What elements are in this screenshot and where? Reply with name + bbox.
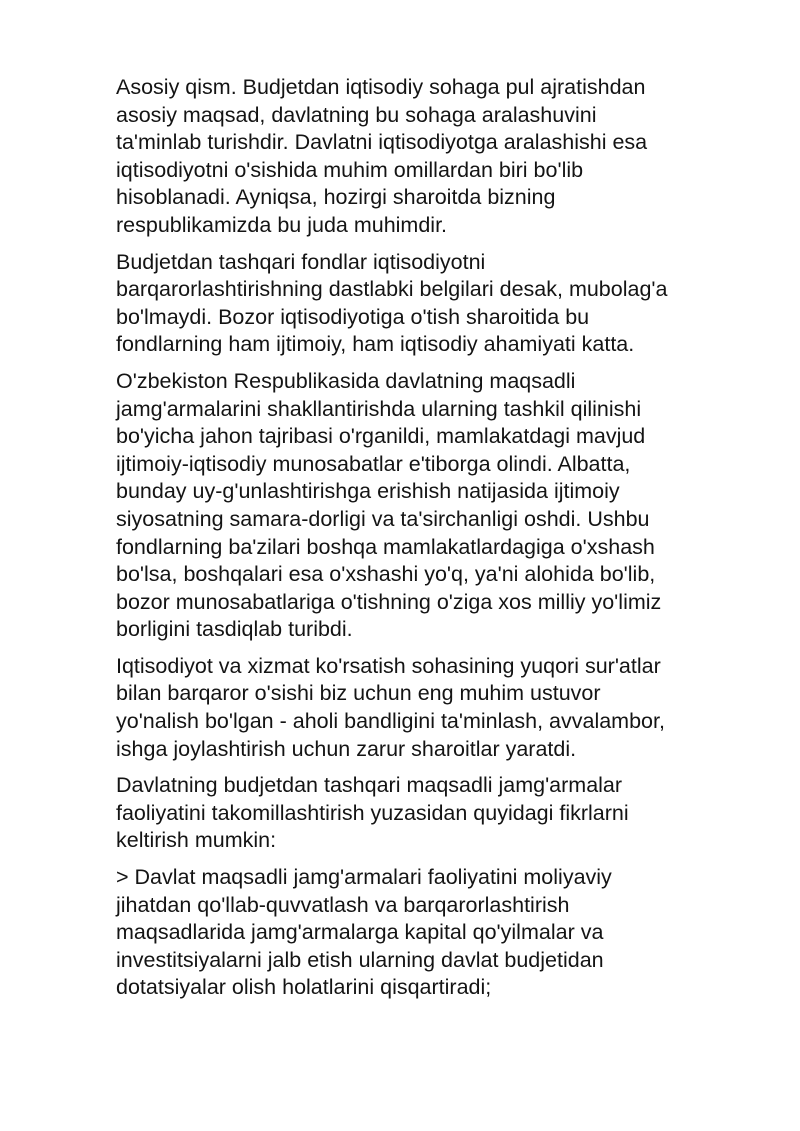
paragraph-extra-budget-funds: Budjetdan tashqari fondlar iqtisodiyotni barqarorlashtirishning dastlabki belgilari desak, mubolag'a bo'lmaydi. Bozor iqtisodiyotiga o'tish sharoitida bu fondlarning ham ijtimoiy, ham iqtisodiy ahamiyati katta. — [116, 249, 668, 357]
paragraph-improvement-intro: Davlatning budjetdan tashqari maqsadli jamg'armalar faoliyatini takomillashtirish yuzasidan quyidagi fikrlarni keltirish mumkin: — [116, 773, 629, 853]
paragraph-economy-growth: Iqtisodiyot va xizmat ko'rsatish sohasining yuqori sur'atlar bilan barqaror o'sishi biz uchun eng muhim ustuvor yo'nalish bo'lgan - aholi bandligini ta'minlash, avvalambor, ishga joylashtirish uchun zarur sharoitlar yaratdi. — [116, 653, 665, 761]
paragraph-intro: Asosiy qism. Budjetdan iqtisodiy sohaga pul ajratishdan asosiy maqsad, davlatning bu sohaga aralashuvini ta'minlab turishdir. Davlatni iqtisodiyotga aralashishi esa iqtisodiyotni o'sishida muhim omillardan biri bo'lib hisoblanadi. Ayniqsa, hozirgi sharoitda bizning respublikamizda bu juda muhimdir. — [116, 75, 648, 237]
paragraph-list-item-investment: > Davlat maqsadli jamg'armalari faoliyatini moliyaviy jihatdan qo'llab-quvvatlash va barqarorlashtirish maqsadlarida jamg'armalarga kapital qo'yilmalar va investitsiyalarni jalb etish ularning davlat budjetidan dotatsiyalar olish holatlarini qisqartiradi; — [116, 865, 612, 1000]
paragraph-uzbekistan-funds: O'zbekiston Respublikasida davlatning maqsadli jamg'armalarini shakllantirishda ularning tashkil qilinishi bo'yicha jahon tajribasi o'rganildi, mamlakatdagi mavjud ijtimoiy-iqtisodiy munosabatlar e'tiborga olindi. Albatta, bunday uy-g'unlashtirishga erishish natijasida ijtimoiy siyosatning samara-dorligi va ta'sirchanligi oshdi. Ushbu fondlarning ba'zilari boshqa mamlakatlardagiga o'xshash bo'lsa, boshqalari esa o'xshashi yo'q, ya'ni alohida bo'lib, bozor munosabatlariga o'tishning o'ziga xos milliy yo'limiz borligini tasdiqlab turibdi. — [116, 368, 662, 642]
document-body — [116, 74, 746, 1011]
